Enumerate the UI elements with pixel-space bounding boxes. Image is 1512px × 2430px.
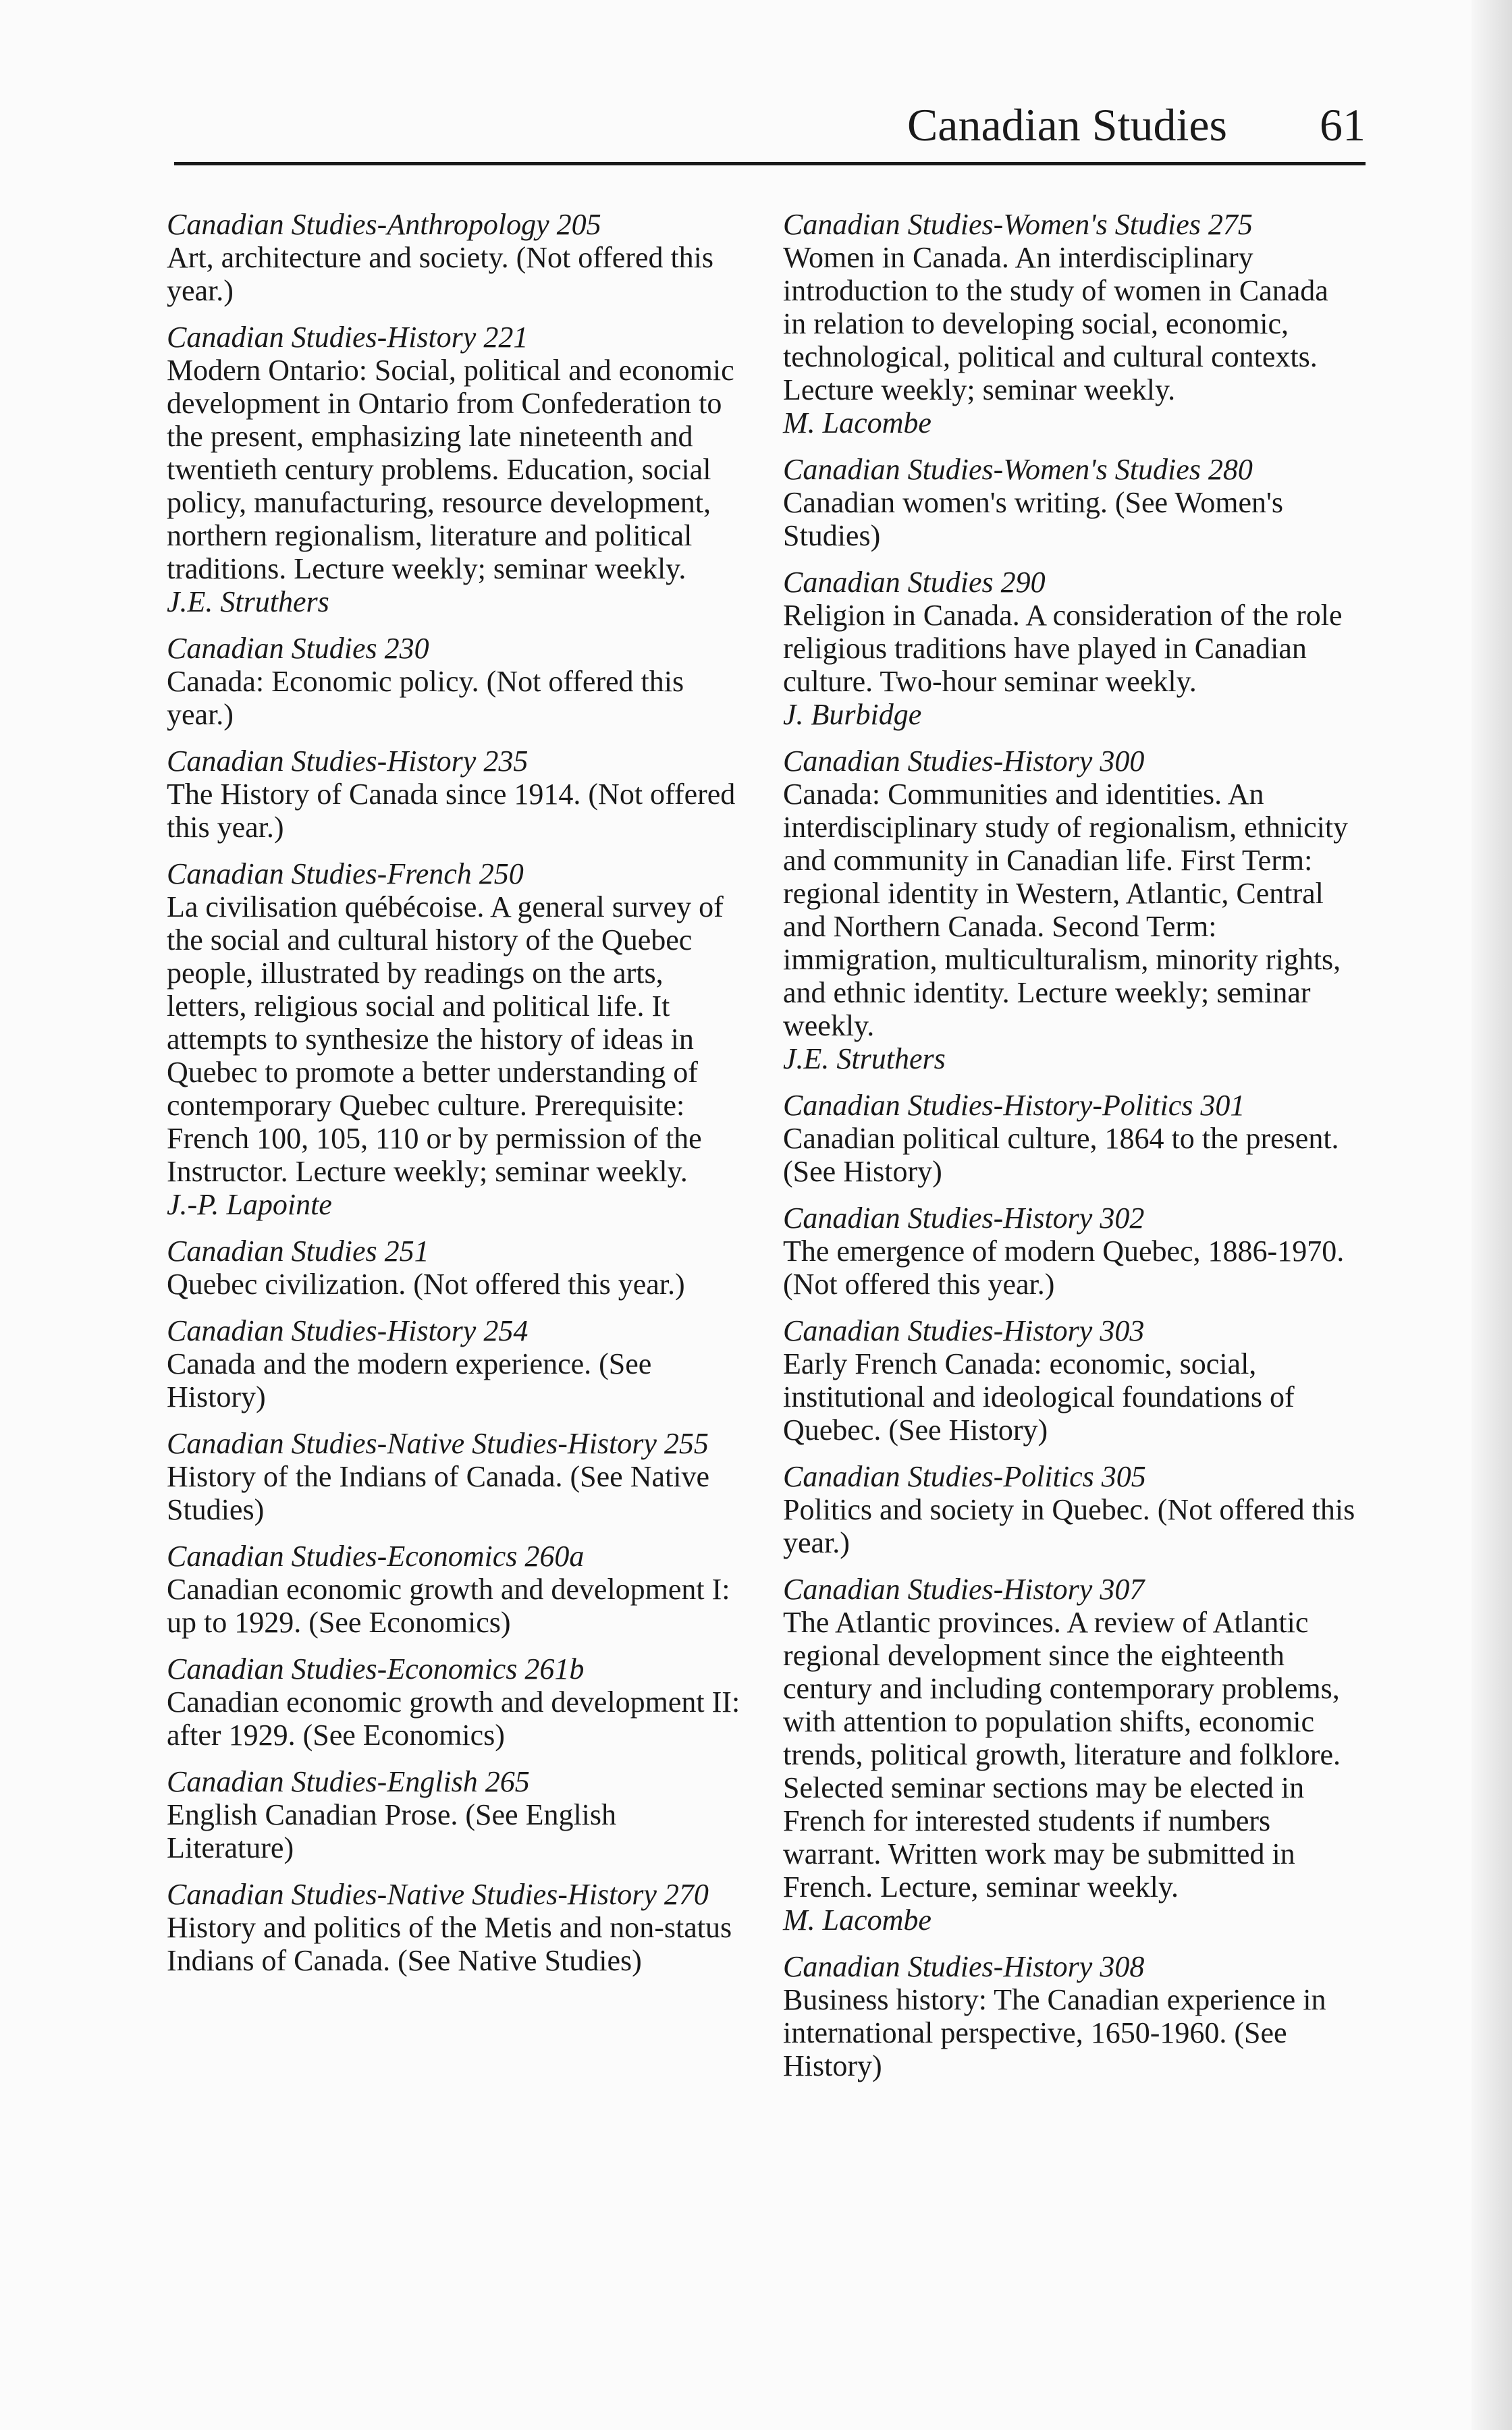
course-description: Business history: The Canadian experience in international perspective, 1650-1960. (See History) [783, 1983, 1326, 2082]
course-description: Canadian women's writing. (See Women's Studies) [783, 486, 1284, 552]
course-entry [167, 632, 740, 731]
page-edge-shadow [1472, 0, 1512, 2430]
course-description: Modern Ontario: Social, political and economic development in Ontario from Confederation to the present, emphasizing late nineteenth and twentieth century problems. Education, social policy, manufacturing, resource development, northern regionalism, literature and political traditions. Lecture weekly; seminar weekly. [167, 354, 734, 585]
course-entry [783, 1573, 1357, 1937]
course-description: Canada and the modern experience. (See History) [167, 1347, 652, 1413]
course-description: English Canadian Prose. (See English Literature) [167, 1798, 617, 1864]
right-column [783, 208, 1357, 2096]
course-description: History and politics of the Metis and non-status Indians of Canada. (See Native Studies) [167, 1911, 732, 1977]
course-instructor: J.E. Struthers [167, 585, 329, 618]
course-title: Canadian Studies-History-Politics 301 [783, 1089, 1245, 1122]
course-entry [783, 566, 1357, 731]
course-instructor: M. Lacombe [783, 1904, 932, 1937]
course-title: Canadian Studies-English 265 [167, 1765, 530, 1798]
course-title: Canadian Studies-History 221 [167, 321, 529, 354]
course-description: Quebec civilization. (Not offered this year.) [167, 1268, 685, 1301]
course-title: Canadian Studies 251 [167, 1235, 429, 1268]
course-title: Canadian Studies-Native Studies-History 270 [167, 1878, 709, 1911]
course-title: Canadian Studies-Native Studies-History 255 [167, 1427, 709, 1460]
course-entry [783, 1950, 1357, 2082]
course-entry [167, 1235, 740, 1301]
course-title: Canadian Studies-Economics 260a [167, 1540, 585, 1573]
course-description: The History of Canada since 1914. (Not offered this year.) [167, 778, 736, 844]
course-title: Canadian Studies-Women's Studies 275 [783, 208, 1253, 241]
course-entry [783, 1202, 1357, 1301]
course-description: Art, architecture and society. (Not offered this year.) [167, 241, 714, 307]
course-title: Canadian Studies 290 [783, 566, 1046, 599]
page-number: 61 [1320, 99, 1366, 151]
course-title: Canadian Studies-French 250 [167, 857, 524, 890]
course-entry [167, 745, 740, 844]
course-title: Canadian Studies-History 303 [783, 1314, 1145, 1347]
course-description: Canada: Communities and identities. An interdisciplinary study of regionalism, ethnicity and community in Canadian life. First Term: regional identity in Western, Atlantic, Central and Northern Canada. Second Term: immigration, multiculturalism, minority rights, and ethnic identity. Lecture weekly; seminar weekly. [783, 778, 1349, 1042]
course-description: Early French Canada: economic, social, institutional and ideological foundations of Quebec. (See History) [783, 1347, 1295, 1447]
course-entry [167, 1314, 740, 1413]
course-entry [783, 208, 1357, 439]
course-entry [783, 1460, 1357, 1559]
header-rule [174, 162, 1366, 165]
course-instructor: J. Burbidge [783, 698, 922, 731]
course-description: Canadian economic growth and development II: after 1929. (See Economics) [167, 1685, 740, 1752]
course-entry [783, 1314, 1357, 1447]
course-description: The Atlantic provinces. A review of Atlantic regional development since the eighteenth century and including contemporary problems, with attention to population shifts, economic trends, political growth, literature and folklore. Selected seminar sections may be elected in French for interested students if numbers warrant. Written work may be submitted in French. Lecture, seminar weekly. [783, 1606, 1341, 1904]
course-entry [167, 1652, 740, 1752]
course-title: Canadian Studies-History 300 [783, 745, 1145, 778]
course-title: Canadian Studies-History 254 [167, 1314, 529, 1347]
course-title: Canadian Studies-Politics 305 [783, 1460, 1146, 1493]
course-description: Politics and society in Quebec. (Not offered this year.) [783, 1493, 1355, 1559]
course-description: Canadian political culture, 1864 to the present. (See History) [783, 1122, 1339, 1188]
course-description: Women in Canada. An interdisciplinary introduction to the study of women in Canada in relation to developing social, economic, technological, political and cultural contexts. Lecture weekly; seminar weekly. [783, 241, 1328, 406]
course-description: Canadian economic growth and development I: up to 1929. (See Economics) [167, 1573, 730, 1639]
course-title: Canadian Studies-History 308 [783, 1950, 1145, 1983]
course-title: Canadian Studies-History 302 [783, 1202, 1145, 1235]
course-description: History of the Indians of Canada. (See Native Studies) [167, 1460, 709, 1526]
course-entry [167, 208, 740, 307]
course-entry [783, 745, 1357, 1075]
course-instructor: J.-P. Lapointe [167, 1188, 332, 1221]
course-title: Canadian Studies-History 307 [783, 1573, 1145, 1606]
course-instructor: M. Lacombe [783, 406, 932, 439]
left-column [167, 208, 740, 1991]
course-description: The emergence of modern Quebec, 1886-1970. (Not offered this year.) [783, 1235, 1345, 1301]
course-description: Canada: Economic policy. (Not offered this year.) [167, 665, 684, 731]
course-title: Canadian Studies 230 [167, 632, 429, 665]
course-title: Canadian Studies-History 235 [167, 745, 529, 778]
course-entry [167, 1427, 740, 1526]
course-entry [167, 1878, 740, 1977]
course-description: Religion in Canada. A consideration of the role religious traditions have played in Canadian culture. Two-hour seminar weekly. [783, 599, 1343, 698]
course-entry [783, 453, 1357, 552]
course-entry [783, 1089, 1357, 1188]
course-title: Canadian Studies-Women's Studies 280 [783, 453, 1253, 486]
course-entry [167, 1765, 740, 1864]
running-header [174, 91, 1366, 165]
course-title: Canadian Studies-Economics 261b [167, 1652, 585, 1685]
course-instructor: J.E. Struthers [783, 1042, 946, 1075]
course-entry [167, 857, 740, 1221]
header-title: Canadian Studies [907, 99, 1227, 151]
course-entry [167, 321, 740, 618]
course-description: La civilisation québécoise. A general survey of the social and cultural history of the Quebec people, illustrated by readings on the arts, letters, religious social and political life. It attempts to synthesize the history of ideas in Quebec to promote a better understanding of contemporary Quebec culture. Prerequisite: French 100, 105, 110 or by permission of the Instructor. Lecture weekly; seminar weekly. [167, 890, 724, 1188]
course-title: Canadian Studies-Anthropology 205 [167, 208, 601, 241]
course-entry [167, 1540, 740, 1639]
